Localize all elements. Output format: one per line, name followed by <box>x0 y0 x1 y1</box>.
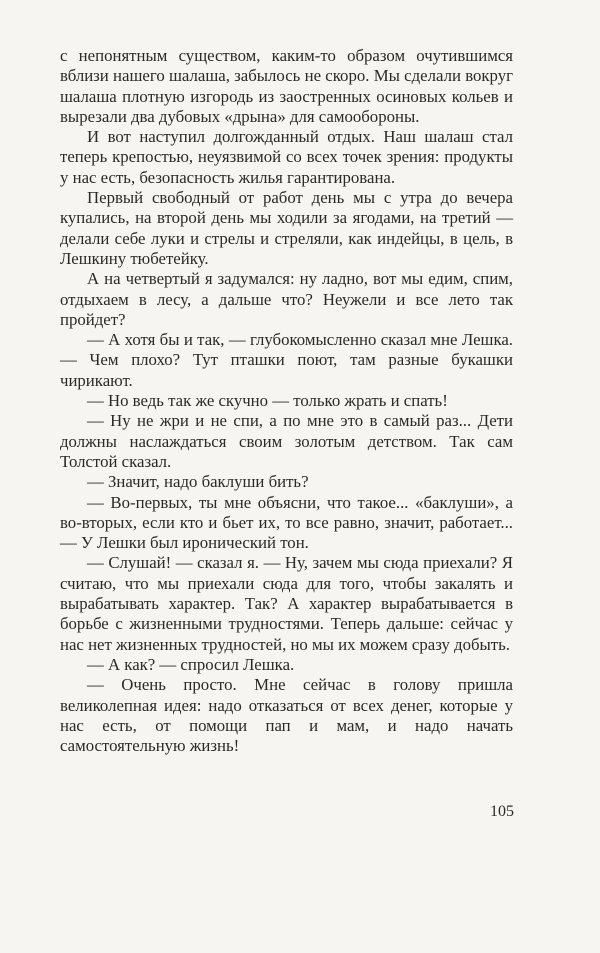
page-number: 105 <box>490 803 514 820</box>
paragraph-4: А на четвертый я задумался: ну ладно, вот мы едим, спим, отдыхаем в лесу, а дальше что? Неужели и все лето так пройдет? <box>60 269 513 329</box>
paragraph-10: — Слушай! — сказал я. — Ну, зачем мы сюда приехали? Я считаю, что мы приехали сюда для того, чтобы закалять и вырабатывать характер. Так? А характер вырабатывается в борьбе с жизненными трудностями. Теперь дальше: сейчас у нас нет жизненных трудностей, но мы их можем сразу добыть. <box>60 553 513 654</box>
paragraph-12: — Очень просто. Мне сейчас в голову пришла великолепная идея: надо отказаться от всех денег, которые у нас есть, от помощи пап и мам, и надо начать самостоятельную жизнь! <box>60 675 513 756</box>
paragraph-11: — А как? — спросил Лешка. <box>87 654 295 674</box>
body-text <box>60 46 513 756</box>
paragraph-3: Первый свободный от работ день мы с утра до вечера купались, на второй день мы ходили за ягодами, на третий — делали себе луки и стрелы и стреляли, как индейцы, в цель, в Лешкину тюбетейку. <box>60 188 513 268</box>
paragraph-8: — Значит, надо баклуши бить? <box>87 472 309 492</box>
paragraph-9: — Во-первых, ты мне объясни, что такое... «баклуши», а во-вторых, если кто и бьет их, то все равно, значит, работает... — У Лешки был иронический тон. <box>60 492 513 553</box>
paragraph-2: И вот наступил долгожданный отдых. Наш шалаш стал теперь крепостью, неуязвимой со всех точек зрения: продукты у нас есть, безопасность жилья гарантирована. <box>60 127 513 187</box>
paragraph-6: — Но ведь так же скучно — только жрать и спать! <box>87 391 448 411</box>
paragraph-5: — А хотя бы и так, — глубокомысленно сказал мне Лешка. — Чем плохо? Тут пташки поют, там разные букашки чирикают. <box>60 330 513 390</box>
paragraph-7: — Ну не жри и не спи, а по мне это в самый раз... Дети должны наслаждаться своим золотым детством. Так сам Толстой сказал. <box>60 411 513 471</box>
paragraph-1: с непонятным существом, каким-то образом очутившимся вблизи нашего шалаша, забылось не скоро. Мы сделали вокруг шалаша плотную изгородь из заостренных осиновых кольев и вырезали два дубовых «дрына» для самообороны. <box>60 46 513 126</box>
